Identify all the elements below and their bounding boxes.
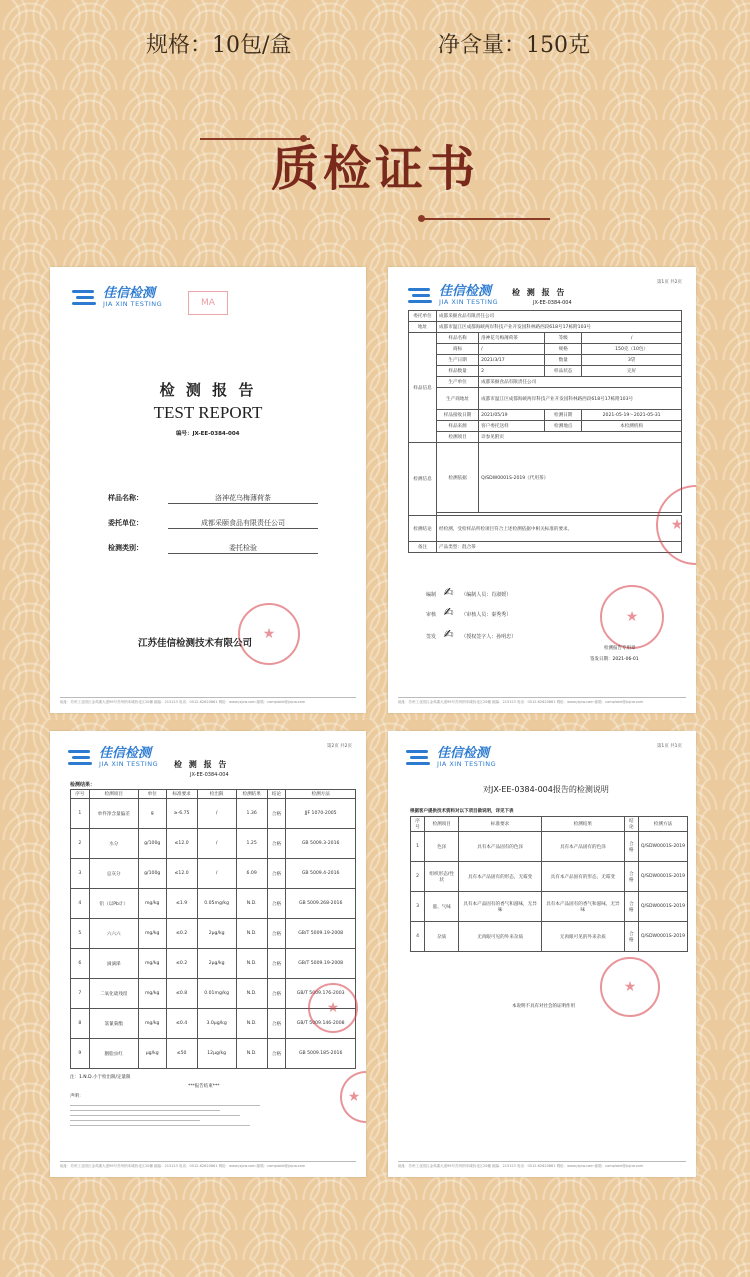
table-cell: 2 [411,862,425,892]
table-cell: 具有本产品固有的形态，无霉变 [459,862,542,892]
table-row [71,1039,356,1069]
column-header: 标准要求 [166,790,197,799]
table-cell: 六六六 [89,919,138,949]
cell: 客户委托送样 [479,421,545,432]
table-cell: 滴滴涕 [89,949,138,979]
signature: ✍ [443,627,454,641]
table-cell: GB/T 5009.176-2003 [286,979,356,1009]
lab-logo-icon [408,287,434,305]
table-cell: 单件净含量偏差 [89,799,138,829]
cell: 生产日期 [437,355,479,366]
cell: 生产商地址 [437,388,479,410]
cell: 样品名称 [437,333,479,344]
table-cell: 具有本产品固有的形态，无霉变 [541,862,624,892]
table-cell: GB 5009.3-2016 [286,829,356,859]
cell: 详参见附页 [479,432,682,443]
cell: / [582,333,682,344]
table-cell: 0.01mg/kg [197,979,236,1009]
table-cell: 8 [71,1009,90,1039]
cell: 检测结论 [409,516,437,542]
table-cell: 水分 [89,829,138,859]
lab-logo-icon [68,749,94,767]
official-stamp [600,957,660,1017]
page-title: 质检证书 [270,141,479,197]
table-cell: 具有本产品固有的香气和滋味，无异味 [541,892,624,922]
table-cell: mg/kg [138,1009,166,1039]
table-cell: 0.05mg/kg [197,889,236,919]
table-cell: 5 [71,919,90,949]
column-header: 检测结果 [236,790,267,799]
row-value: 委托检验 [168,543,318,554]
cell: 成都采颐食品有限责任公司 [437,311,682,322]
title-decoration-right [420,218,550,220]
cell: 检测地点 [545,421,582,432]
table-cell: 合格 [267,889,286,919]
sign-text: （审核人员：秦秀秀） [461,612,512,618]
table-cell: 合格 [267,799,286,829]
sign-role: 签发 [426,634,437,640]
report-footer: 地址：苏州工业园区金鸡湖大道99号苏州纳米城西北区20幢 邮编：215123 电话：0512-62620861 网址：www.jxjcw.com 邮箱：complaint@jxjcw.com [398,1161,686,1169]
report-number: 编号：JX-EE-0384-004 [176,431,240,437]
table-cell: 合格 [267,1039,286,1069]
report-explanation [388,731,696,1177]
cell: 成都市温江区成都海峡两岸科技产业开发园科林路西段618号17栋附103号 [437,322,682,333]
sign-compile [426,585,511,599]
lab-name-cn: 佳信检测 [99,746,152,761]
sign-text: （编制人员：肖淑媛） [461,592,512,598]
table-cell: 铅（以Pb计） [89,889,138,919]
page-heading: 检 测 报 告 [512,288,567,297]
title-wrap [0,130,750,199]
page-number: 第2页 共2页 [326,744,352,749]
table-cell: 无肉眼可见的外来杂质 [541,922,624,952]
lab-name-cn: 佳信检测 [437,746,490,761]
cell: 2021/3/17 [479,355,545,366]
table-row [411,862,688,892]
column-header: 检测方法 [286,790,356,799]
table-cell: N.D. [236,1039,267,1069]
explanation-table [410,816,688,952]
cell: 等级 [545,333,582,344]
table-cell: Q/SDW0001S-2019 [638,862,687,892]
issue-date: 签发日期：2021-06-01 [590,657,639,662]
table-cell: g/100g [138,829,166,859]
report-title-cn: 检 测 报 告 [159,381,257,399]
table-row [71,949,356,979]
cell: 商标 [437,344,479,355]
table-cell: ≤0.4 [166,1009,197,1039]
table-row [71,919,356,949]
cell: 2021-05-19～2021-05-31 [582,410,682,421]
remarks-lines [70,1101,270,1130]
table-cell: 滋、气味 [425,892,459,922]
table-cell: 具有本产品固有的色泽 [459,832,542,862]
company-name: 江苏佳信检测技术有限公司 [138,638,253,649]
table-cell: ≤0.2 [166,949,197,979]
row-label: 样品名称： [108,494,143,502]
page-heading: 对JX-EE-0384-004报告的检测说明 [483,785,609,794]
table-cell: 胭脂虫红 [89,1039,138,1069]
report-page-2 [50,731,366,1177]
table-cell: g [138,799,166,829]
table-cell: 1 [71,799,90,829]
table-cell: μg/kg [138,1039,166,1069]
report-footer: 地址：苏州工业园区金鸡湖大道99号苏州纳米城西北区20幢 邮编：215123 电话：0512-62620861 网址：www.jxjcw.com 邮箱：complaint@jxjcw.com [60,1161,356,1169]
column-header: 序号 [71,790,90,799]
table-cell: 3 [71,859,90,889]
table-cell: 12μg/kg [197,1039,236,1069]
table-cell: 二氧化硫残留 [89,979,138,1009]
cell: 成都采颐食品有限责任公司 [479,377,682,388]
sample-info-table [408,310,682,553]
table-cell: GB/T 5009.19-2008 [286,949,356,979]
cell: 检测日期 [545,410,582,421]
table-cell: g/100g [138,859,166,889]
cell: 规格 [545,344,582,355]
table-cell: GB 5009.268-2016 [286,889,356,919]
category-row [108,543,328,553]
results-label: 检测结果： [70,782,96,788]
sign-role: 审核 [426,612,437,618]
row-label: 检测类别： [108,544,143,552]
column-header: 序号 [411,817,425,832]
column-header: 检测结果 [541,817,624,832]
table-row [411,832,688,862]
table-cell: N.D. [236,889,267,919]
lab-logo [72,287,162,308]
table-cell: 1.25 [236,829,267,859]
sign-review [426,605,511,619]
table-header-row [71,790,356,799]
report-footer: 地址：苏州工业园区金鸡湖大道99号苏州纳米城西北区20幢 邮编：215123 电话：0512-62620861 网址：www.jxjcw.com 邮箱：complaint@jxjcw.com [398,697,686,705]
signature: ✍ [443,605,454,619]
cell-sample-info: 样品信息 [409,333,437,443]
table-cell: Q/SDW0001S-2019 [638,922,687,952]
table-cell: mg/kg [138,949,166,979]
cell: 样品接收日期 [437,410,479,421]
table-cell: GB/T 5009.146-2008 [286,1009,356,1039]
table-cell: 杂质 [425,922,459,952]
cell-inspection-info: 检测信息 [409,443,437,516]
table-cell: Q/SDW0001S-2019 [638,832,687,862]
cell: 150克（10包） [582,344,682,355]
sample-name-row [108,493,328,503]
table-cell: mg/kg [138,889,166,919]
table-cell: 合格 [267,859,286,889]
cell: 成都市温江区成都海峡两岸科技产业开发园科林路西段618号17栋附103号 [479,388,682,410]
table-cell: ≤12.0 [166,859,197,889]
table-cell: ≤12.0 [166,829,197,859]
cell: 样品状态 [545,366,582,377]
lab-name-en: JIA XIN TESTING [99,760,159,768]
table-cell: 9 [71,1039,90,1069]
table-cell: 合格 [624,922,638,952]
table-cell: 3.0μg/kg [197,1009,236,1039]
row-label: 委托单位： [108,519,143,527]
official-stamp [600,585,664,649]
table-cell: 合格 [267,919,286,949]
explanation-footnote: 本说明不具有对社会的证明作用 [512,1004,575,1009]
client-row [108,518,328,528]
report-page-1 [388,267,696,713]
table-cell: ≤1.9 [166,889,197,919]
table-cell: 具有本产品固有的香气和滋味，无异味 [459,892,542,922]
table-cell: N.D. [236,1009,267,1039]
results-note: 注：1.N.D.小于检出限/定量限 [70,1075,131,1080]
table-cell: / [197,859,236,889]
cell: 检测项目 [437,432,479,443]
page-number: 第1页 共1页 [656,744,682,749]
lab-logo [408,285,498,306]
row-value: 洛神花乌梅薄荷茶 [168,493,318,504]
page-heading: 检 测 报 告 [174,760,229,769]
table-cell: 2μg/kg [197,949,236,979]
table-cell: 3 [411,892,425,922]
table-cell: 合格 [267,949,286,979]
table-cell: 合格 [624,862,638,892]
column-header: 检出限 [197,790,236,799]
results-table [70,789,356,1069]
cell: 完好 [582,366,682,377]
sign-issue [426,627,516,641]
page-report-number: JX-EE-0384-004 [533,300,572,306]
cell: 地址 [409,322,437,333]
cell: 检测依据 [437,443,479,513]
table-header-row [411,817,688,832]
table-cell: mg/kg [138,919,166,949]
lab-logo [406,747,496,768]
table-cell: 1 [411,832,425,862]
table-cell: N.D. [236,919,267,949]
lab-logo [68,747,158,768]
column-header: 标准要求 [459,817,542,832]
cell: 产品类型：混合茶 [437,542,682,553]
lab-name-en: JIA XIN TESTING [437,760,497,768]
table-row [71,889,356,919]
cell: 备注 [409,542,437,553]
column-header: 结论 [624,817,638,832]
cell: 样品来源 [437,421,479,432]
stamp-note: 检测报告专用章 [604,646,636,651]
signature: ✍ [443,585,454,599]
cell: Q/SDW0001S-2019《代用茶》 [479,443,682,513]
table-row [71,829,356,859]
official-stamp [308,983,358,1033]
table-cell: / [197,799,236,829]
table-cell: 组织形态/性状 [425,862,459,892]
lab-name-en: JIA XIN TESTING [439,298,499,306]
table-cell: 7 [71,979,90,1009]
page-report-number: JX-EE-0384-004 [190,772,229,778]
table-cell: GB 5009.185-2016 [286,1039,356,1069]
cell: 数量 [545,355,582,366]
table-cell: ≤0.2 [166,919,197,949]
column-header: 检测方法 [638,817,687,832]
cell: 洛神花乌梅薄荷茶 [479,333,545,344]
table-row [411,892,688,922]
cell: 2 [479,366,545,377]
table-cell: / [197,829,236,859]
cell: 本检测机构 [582,421,682,432]
lab-logo-icon [406,749,432,767]
table-cell: ≤0.8 [166,979,197,1009]
table-cell: 4 [71,889,90,919]
table-cell: mg/kg [138,979,166,1009]
cell: 2021/05/19 [479,410,545,421]
table-cell: 无肉眼可见的外来杂质 [459,922,542,952]
table-cell: 1.36 [236,799,267,829]
row-value: 成都采颐食品有限责任公司 [168,518,318,529]
column-header: 结论 [267,790,286,799]
table-cell: N.D. [236,979,267,1009]
cell: 经检测，受检样品所检项目符合上述检测依据中相关标准的要求。 [437,516,682,542]
table-cell: Q/SDW0001S-2019 [638,892,687,922]
cell: 样品数量 [437,366,479,377]
table-cell: GB 5009.4-2016 [286,859,356,889]
table-cell: 2μg/kg [197,919,236,949]
spec-net-weight: 净含量：150克 [438,33,590,58]
table-cell: 总灰分 [89,859,138,889]
explanation-subtitle: 根据客户提供技术资料对以下项目做说明，详见下表 [410,809,514,814]
sign-text: （授权签字人：孙明忠） [461,634,517,640]
table-cell: 合格 [267,979,286,1009]
remarks-title: 声明： [70,1094,84,1099]
column-header: 单位 [138,790,166,799]
table-cell: 合格 [624,892,638,922]
table-cell: JJF 1070-2005 [286,799,356,829]
page-number: 第1页 共2页 [656,280,682,285]
spec-package: 规格：10包/盒 [146,33,292,58]
seam-stamp [340,1071,366,1123]
table-cell: 6 [71,949,90,979]
table-row [411,922,688,952]
table-cell: 2 [71,829,90,859]
cell: / [479,344,545,355]
sign-role: 编制 [426,592,437,598]
report-footer: 地址：苏州工业园区金鸡湖大道99号苏州纳米城西北区20幢 邮编：215123 电话：0512-62620861 网址：www.jxjcw.com 邮箱：complaint@jxjcw.com [60,697,356,705]
report-title-en: TEST REPORT [153,403,263,422]
table-cell: 具有本产品固有的色泽 [541,832,624,862]
column-header: 检测项目 [89,790,138,799]
table-cell: 氯氰菊酯 [89,1009,138,1039]
cell: 生产单位 [437,377,479,388]
table-cell: GB/T 5009.19-2008 [286,919,356,949]
lab-name-cn: 佳信检测 [439,284,492,299]
table-row [71,859,356,889]
table-cell: 合格 [267,829,286,859]
table-cell: ≥-6.75 [166,799,197,829]
decoration-dot [418,215,425,222]
column-header: 检测项目 [425,817,459,832]
table-cell: 6.09 [236,859,267,889]
table-cell: 4 [411,922,425,952]
lab-name-en: JIA XIN TESTING [103,300,163,308]
report-end: ***报告结束*** [188,1084,220,1089]
table-cell: 合格 [624,832,638,862]
table-cell: 合格 [267,1009,286,1039]
lab-logo-icon [72,289,98,307]
official-stamp [238,603,300,665]
table-cell: 色泽 [425,832,459,862]
cell: 委托单位 [409,311,437,322]
table-cell: ≤50 [166,1039,197,1069]
cell: 3袋 [582,355,682,366]
ma-certification-mark: MA [188,291,228,315]
table-cell: N.D. [236,949,267,979]
lab-name-cn: 佳信检测 [103,286,156,301]
report-cover [50,267,366,713]
table-row [71,799,356,829]
